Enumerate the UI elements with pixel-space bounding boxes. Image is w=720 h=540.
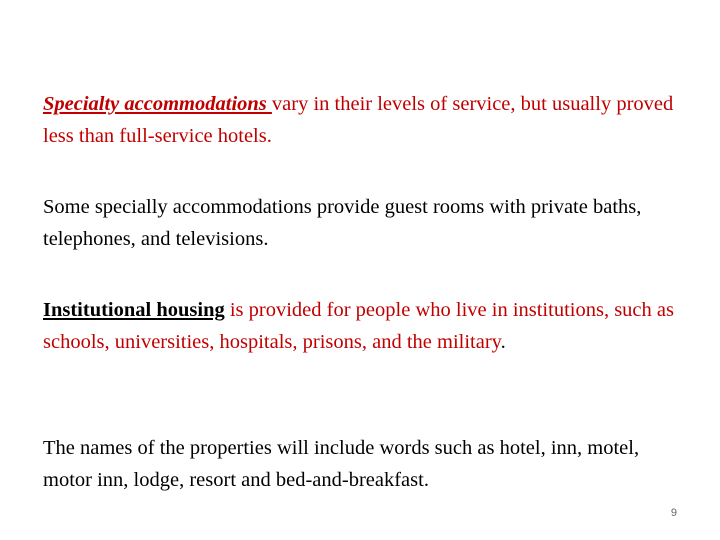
paragraph-specialty-accommodations [43,88,683,152]
paragraph-text: vary in their levels of service, but usually proved less than full-service hotels. [43,93,674,147]
paragraph-text: is provided for people who live in institutions, such as schools, universities, hospitals, prisons, and the military [43,299,674,353]
paragraph-guest-rooms: Some specially accommodations provide guest rooms with private baths, telephones, and televisions. [43,196,642,250]
term-specialty-accommodations: Specialty accommodations [43,93,272,115]
paragraph-period: . [500,331,506,353]
page-number: 9 [670,507,677,519]
paragraph-institutional-housing [43,294,683,358]
paragraph-property-names: The names of the properties will include words such as hotel, inn, motel, motor inn, lodge, resort and bed-and-breakfast. [43,437,640,491]
term-institutional-housing: Institutional housing [43,299,225,321]
